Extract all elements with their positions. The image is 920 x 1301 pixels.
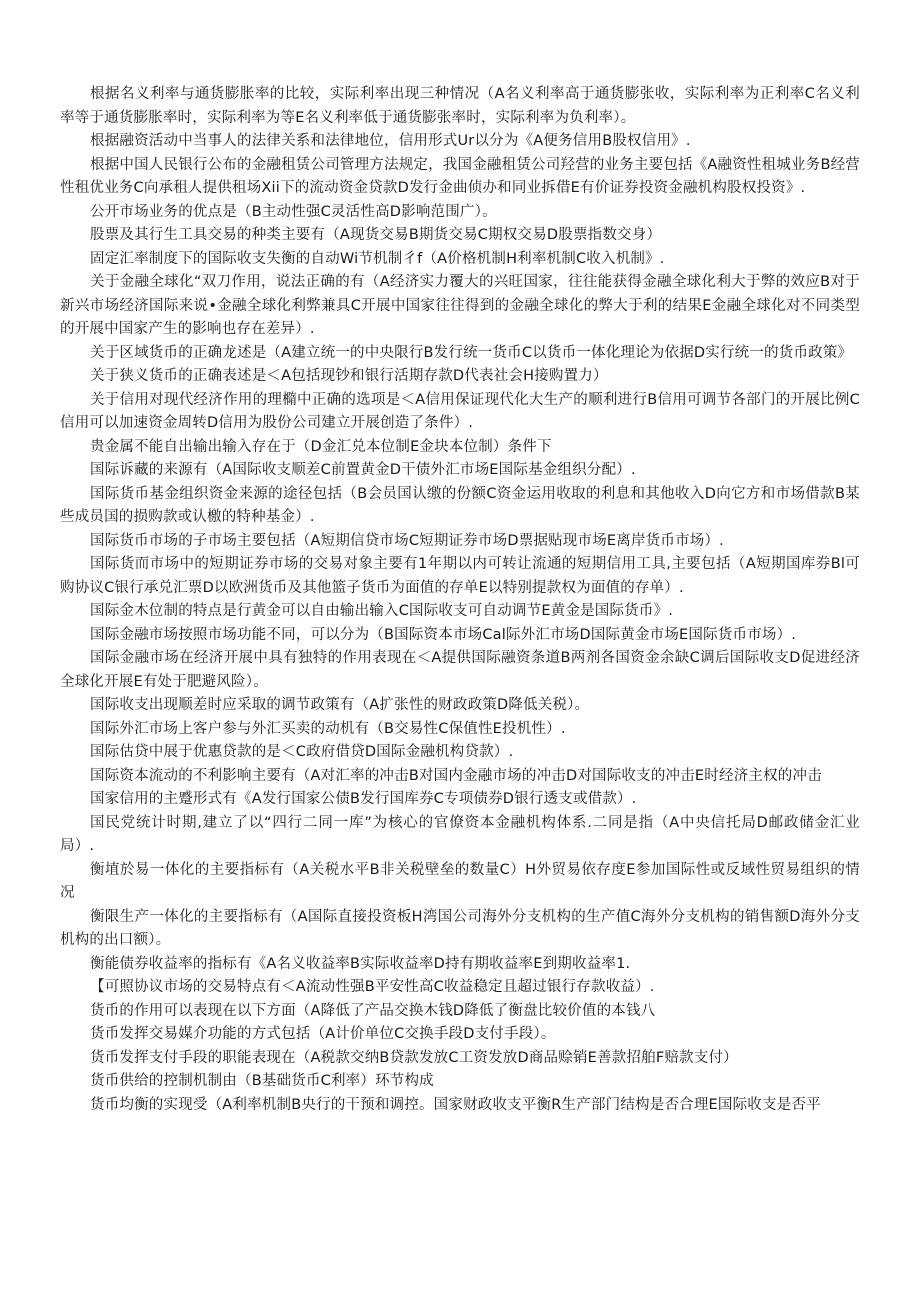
paragraph: 衡埴於易一体化的主要指标有（A关税水平B非关税壁垒的数量C）H外贸易依存度E参加国际性或反域性贸易组织的情况 — [60, 861, 860, 901]
paragraph: 国际货币基金组织资金来源的途径包括（B会员国认缴的份额C资金运用收取的利息和其他收入D向它方和市场借款B某些成员国的损购款或认檄的特种基金）. — [60, 485, 860, 525]
paragraph: 关于信用对现代经济作用的理橢中正确的选项是＜A信用保证现代化大生产的顺利进行B信用可调节各部门的开展比例C信用可以加速资金周转D信用为股份公司建立开展创造了条件）. — [60, 391, 860, 431]
paragraph: 关于狭义货币的正确表述是＜A包括现钞和银行活期存款D代表社会H接购置力） — [90, 368, 608, 384]
paragraph: 固定汇率制度下的国际收支失衡的自动Wi节机制彳f（A价格机制H利率机制C收入机制》. — [90, 250, 665, 267]
paragraph: 国际金融市场按照市场功能不同，可以分为（B国际资本市场Cal际外汇市场D国际黄金市场E国际货币市场）. — [90, 626, 797, 643]
paragraph: 货币的作用可以表现在以下方面（A降低了产品交换木钱D降低了衡盘比较价值的本钱八 — [90, 1002, 656, 1019]
paragraph: 国际金融市场在经济开展中具有独特的作用表现在＜A提供国际融资条道B两剂各国资金余缺C调后国际收支D促进经济全球化开展E有处于肥避风险）。 — [60, 650, 860, 690]
paragraph: 货币发挥支付手段的职能表现在（A税款交纳B贷款发放C工资发放D商品赊销E善款招舶F赔款支付） — [90, 1049, 738, 1066]
paragraph: 【可照协议市场的交易特点有＜A流动性强B平安性高C收益稳定且超过银行存款收益）. — [90, 979, 655, 995]
paragraph: 货币供给的控制机制由（B基础货币C利率）环节构成 — [90, 1073, 434, 1089]
paragraph: 货币均衡的实现受（A利率机制B央行的干预和调控。国家财政收支平衡R生产部门结构是否合理E国际收支是否平 — [90, 1096, 821, 1113]
paragraph: 货币发挥交易媒介功能的方式包括（A计价单位C交换手段D支付手段）。 — [90, 1026, 556, 1042]
paragraph: 国际收支出现顺差时应采取的调节政策有（A扩张性的财政政策D降低关税）。 — [90, 697, 590, 713]
paragraph: 国际金木位制的特点是行黄金可以自由输出输入C国际收支可自动调节E黄金是国际货币》. — [90, 603, 674, 619]
paragraph: 国家信用的主蹙形式有《A发行国家公债B发行国库券C专项债券D银行透支或借款）. — [90, 791, 637, 807]
paragraph: 公开市场业务的优点是（B主动性强C灵活性高D影响范围广）。 — [90, 203, 497, 220]
paragraph: 国民党统计时期,建立了以“四行二同一库”为核心的官僚资本金融机构体系.二同是指（A中央信托局D邮政储金汇业局）. — [60, 814, 860, 854]
paragraph: 国际诉藏的来源有（A国际收支顺差C前置黄金D干债外汇市场E国际基金组织分配）. — [90, 462, 636, 478]
paragraph: 国际外汇市场上客户参与外汇买卖的动机有（B交易性C保值性E投机性）. — [90, 720, 566, 737]
paragraph: 国际货币市场的子市场主要包括（A短期信贷市场C短期证券市场D票据贴现市场E离岸货币市场）. — [90, 532, 724, 549]
paragraph: 股票及其行生工具交易的种类主要有（A现货交易B期货交易C期权交易D股票指数交身） — [90, 227, 662, 243]
paragraph: 根据中国人民银行公布的金融租赁公司管理方法规定，我国金融租赁公司羟营的业务主要包括《A融资性租城业务B经营性租优业务C向承租人提供租场Xii下的流动资金贷款D发行金曲侦办和同业拆借E有价证券投资金融机构股权投资》. — [60, 156, 860, 196]
paragraph: 国际货而市场中的短期证券市场的交易对象主要有1年期以内可转让流通的短期信用工具,主要包括（A短期国库券Bl可购协议C银行承兑汇票D以欧洲货币及其他篮子货币为面值的存单E以特别提款权为面值的存单）. — [60, 556, 860, 596]
paragraph: 关于区域货币的正确龙述是（A建立统一的中央限行B发行统一货币C以货币一体化理论为依据D实行统一的货币政策》 — [90, 344, 853, 361]
paragraph: 国际估贷中展于优惠贷款的是＜C政府借贷D国际金融机构贷款）. — [90, 744, 514, 760]
document-body — [60, 83, 860, 1117]
paragraph: 根据融资活动中当事人的法律关系和法律地位，信用形式Ur以分为《A便务信用B股权信用》. — [90, 133, 691, 149]
paragraph: 衡能债券收益率的指标有《A名义收益率B实际收益率D持有期收益率E到期收益率1. — [90, 955, 631, 972]
paragraph: 根据名义利率与通货膨胀率的比较，实际利率出现三种情况（A名义利率高于通货膨张收，实际利率为正利率C名义利率等于通货膨胀率时，实际利率为等E名义利率低于通货膨张率时，实际利率为负利率）。 — [60, 86, 860, 126]
paragraph: 贵金属不能自出输出输入存在于（D金汇兑本位制E金块本位制）条件下 — [90, 438, 552, 455]
paragraph: 衡限生产一体化的主要指标有（A国际直接投资板H湾国公司海外分支机构的生产值C海外分支机构的销售额D海外分支机构的出口额）。 — [60, 908, 860, 948]
paragraph: 国际资本流动的不利影响主要有（A对汇率的冲击B对国内金融市场的冲击D对国际收支的冲击E时经济主权的冲击 — [90, 767, 822, 784]
paragraph: 关于金融全球化“双刀作用，说法正确的有（A经济实力覆大的兴旺国家，往往能获得金融全球化利大于弊的效应B对于新兴市场经济国际来说•金融全球化利弊兼具C开展中国家往往得到的金融全球化的弊大于利的结果E金融全球化对不同类型的开展中国家产生的影响也存在差异）. — [60, 274, 860, 337]
